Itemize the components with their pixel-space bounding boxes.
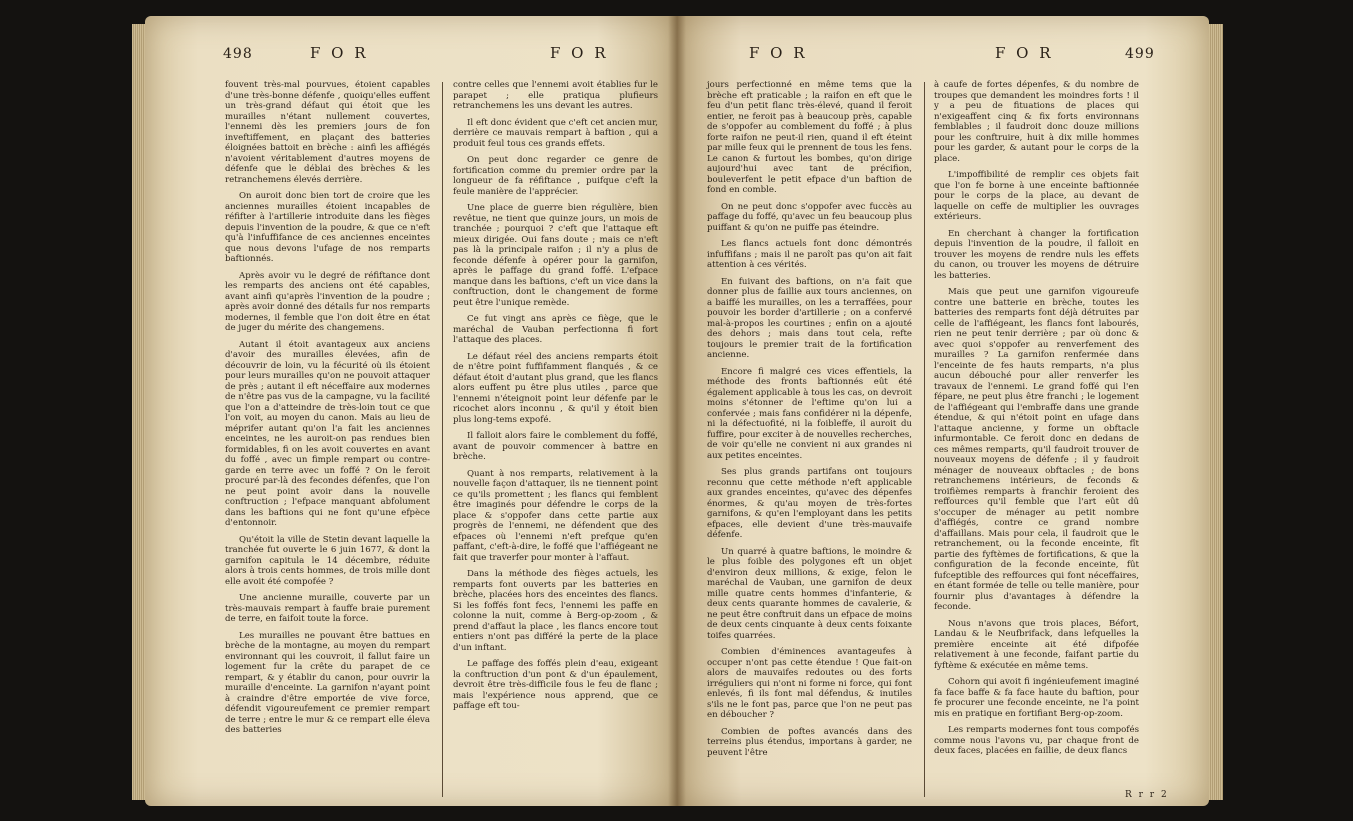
- paragraph: Une ancienne muraille, couverte par un très-mauvais rempart à fauffe braie purement de terre, en faifoit toute la force.: [225, 593, 430, 624]
- paragraph: Dans la méthode des fièges actuels, les remparts font ouverts par les batteries en brèche, placées hors des enceintes des flancs. Si les foffés font fecs, l'ennemi les paffe en colonne la nuit, comme à Berg-op-zoom , & prend d'affaut la place , les flancs encore tout entiers n'ont pas différé la perte de la place d'un inftant.: [453, 569, 658, 653]
- paragraph: Les murailles ne pouvant être battues en brèche de la montagne, au moyen du rempart environnant qui les couvroit, il fallut faire un logement fur la crête du parapet de ce rempart, & y établir du canon, pour ouvrir la muraille d'enceinte. La garnifon n'ayant point à craindre d'être emportée de vive force, défendit vigoureufement ce premier rempart de terre ; entre le mur & ce rempart elle éleva des batteries: [225, 630, 430, 735]
- paragraph: Les flancs actuels font donc démontrés infuffifans ; mais il ne paroît pas qu'on ait fait attention à ces vérités.: [707, 239, 912, 270]
- left-column-1: [225, 80, 430, 742]
- paragraph: Le paffage des foffés plein d'eau, exigeant la conftruction d'un pont & d'un épaulement, devroit être très-difficile fous le feu de flanc ; mais l'expérience nous apprend, que ce paffage eft tou-: [453, 659, 658, 711]
- paragraph: On ne peut donc s'oppofer avec fuccès au paffage du foffé, qu'avec un feu beaucoup plus puiffant & qu'on ne puiffe pas éteindre.: [707, 201, 912, 233]
- right-header-right: F O R: [995, 44, 1054, 62]
- paragraph: Combien de poftes avancés dans des terreins plus étendus, importans à garder, ne peuvent l'être: [707, 726, 912, 758]
- paragraph: à caufe de fortes dépenfes, & du nombre de troupes que demandent les moindres forts ! il y a peu de fituations de places qui n'exigeaffent cinq & fix forts environnans femblables ; il faudroit donc douze millions pour les conftruire, huit à dix mille hommes pour les garder, & autant pour le corps de la place.: [934, 80, 1139, 164]
- left-page-number: 498: [223, 46, 253, 62]
- paragraph: fouvent très-mal pourvues, étoient capables d'une très-bonne défenfe , quoiqu'elles euffent un très-grand défaut qui étoit que les murailles n'étant nullement couvertes, l'ennemi dès les premiers jours de fon inveftiffement, en plaçant des batteries éloignées battoit en brèche : ainfi les affiégés n'avoient véritablement d'autres moyens de défenfe que le déblai des brèches & les retranchemens élevés derrière.: [225, 80, 430, 185]
- right-column-2: [934, 80, 1139, 763]
- paragraph: En cherchant à changer la fortification depuis l'invention de la poudre, il falloit en trouver les moyens de rendre nuls les effets du canon, ou trouver les moyens de détruire les batteries.: [934, 228, 1139, 281]
- paragraph: Mais que peut une garnifon vigoureufe contre une batterie en brèche, toutes les batteries des remparts font déjà détruites par celle de l'affiégeant, les flancs font labourés, rien ne peut tenir derrière ; par où donc & avec quoi s'oppofer au renverfement des murailles ? La garnifon renfermée dans l'enceinte de fes hauts remparts, n'a plus aucun débouché pour aller renverfer les travaux de l'ennemi. Le grand foffé qui l'en fépare, ne peut plus être franchi ; le logement de l'affiégeant qui l'embraffe dans une grande étendue, & qui n'étoit point en ufage dans l'attaque ancienne, y forme un obftacle infurmontable. Ce feroit donc en dedans de ces mêmes remparts, qu'il faudroit trouver de nouveaux moyens de défenfe ; il y faudroit ménager de nouveaux obftacles ; de bons retranchemens intérieurs, de feconds & troifièmes remparts à franchir feroient des reffources qu'il femble que l'art eût dû s'occuper de ménager au petit nombre d'affiégés, contre ce grand nombre d'affaillans. Mais pour cela, il faudroit que le retranchement, ou la feconde enceinte, fît partie des fyftèmes de fortifications, & que la configuration de la feconde enceinte, fût fufceptible des reffources qui font néceffaires, en étant formée de telle ou telle manière, pour fournir plus d'avantages à défendre la feconde.: [934, 287, 1139, 612]
- paragraph: Il falloit alors faire le comblement du foffé, avant de pouvoir commencer à battre en brèche.: [453, 431, 658, 462]
- left-header-right: F O R: [550, 44, 609, 62]
- paragraph: Nous n'avons que trois places, Béfort, Landau & le Neufbrifack, dans lefquelles la première enceinte ait été difpofée relativement à une feconde, faifant partie du fyftème & exécutée en même tems.: [934, 618, 1139, 671]
- paragraph: L'impoffibilité de remplir ces objets fait que l'on fe borne à une enceinte baftionnée pour le corps de la place, au devant de laquelle on ceffe de multiplier les ouvrages extérieurs.: [934, 170, 1139, 222]
- paragraph: Après avoir vu le degré de réfiftance dont les remparts des anciens ont été capables, avant ainfi qu'après l'invention de la poudre ; après avoir donné des détails fur nos remparts modernes, il femble que l'on doit être en état de juger du mérite des changemens.: [225, 270, 430, 333]
- paragraph: Il eft donc évident que c'eft cet ancien mur, derrière ce mauvais rempart à baftion , qui a produit feul tous ces grands effets.: [453, 117, 658, 149]
- paragraph: Encore fi malgré ces vices effentiels, la méthode des fronts baftionnés eût été également applicable à tous les cas, on devroit moins s'étonner de l'eftime qu'on lui a confervée ; mais fans confidérer ni la dépenfe, ni la défectuofité, ni la foibleffe, il auroit du fuffire, pour exciter à de nouvelles recherches, de voir qu'elle ne convient ni aux grandes ni aux petites enceintes.: [707, 366, 912, 461]
- signature-mark: R r r 2: [1125, 790, 1169, 800]
- paragraph: Un quarré à quatre baftions, le moindre & le plus foible des polygones eft un objet d'environ deux millions, & exige, felon le maréchal de Vauban, une garnifon de deux mille quatre cents hommes d'infanterie, & deux cents quarante hommes de cavalerie, & ne peut être conftruit dans un efpace de moins de deux cents cinquante à deux cents foixante toifes quarrées.: [707, 546, 912, 641]
- right-header-left: F O R: [749, 44, 808, 62]
- paragraph: Ce fut vingt ans après ce fiège, que le maréchal de Vauban perfectionna fi fort l'attaque des places.: [453, 314, 658, 345]
- right-column-rule: [924, 82, 925, 797]
- paragraph: Les remparts modernes font tous compofés comme nous l'avons vu, par chaque front de deux faces, placées en faillie, de deux flancs: [934, 725, 1139, 756]
- left-page: [145, 16, 677, 806]
- paragraph: En fuivant des baftions, on n'a fait que donner plus de faillie aux tours anciennes, on a baiffé les murailles, on les a terraffées, pour pouvoir les border d'artillerie ; on a confervé mal-à-propos les courtines ; enfin on a ajouté des dehors ; mais dans tout cela, refte toujours le premier trait de la fortification ancienne.: [707, 276, 912, 360]
- paragraph: Le défaut réel des anciens remparts étoit de n'être point fuffifamment flanqués , & ce défaut étoit d'autant plus grand, que les flancs alors euffent pu être plus utiles , parce que l'ennemi n'éteignoit point leur défenfe par le ricochet alors inconnu , & qu'il y étoit bien plus long-tems expofé.: [453, 351, 658, 425]
- left-column-2: [453, 80, 658, 718]
- paragraph: Combien d'éminences avantageufes à occuper n'ont pas cette étendue ! Que fait-on alors de mauvaifes redoutes ou des forts irréguliers qui n'ont ni forme ni force, qui font enlevés, fi ils font mal défendus, & inutiles s'ils ne le font pas, parce que l'on ne peut pas en déboucher ?: [707, 647, 912, 720]
- paragraph: contre celles que l'ennemi avoit établies fur le parapet ; elle pratiqua plufieurs retranchemens les uns devant les autres.: [453, 80, 658, 111]
- paragraph: Qu'étoit la ville de Stetin devant laquelle la tranchée fut ouverte le 6 juin 1677, & dont la garnifon capitula le 14 décembre, réduite alors à trois cents hommes, de trois mille dont elle avoit été compofée ?: [225, 534, 430, 587]
- paragraph: Autant il étoit avantageux aux anciens d'avoir des murailles élevées, afin de découvrir de loin, vu la fécurité où ils étoient pour leurs murailles qu'on ne pouvoit attaquer de près ; autant il eft néceffaire aux modernes de n'être pas vus de la campagne, vu la facilité que l'on a d'atteindre de très-loin tout ce que l'on voit, au moyen du canon. Mais au lieu de méprifer autant qu'on l'a fait les anciennes enceintes, ne les auroit-on pas rendues bien formidables, fi on les avoit couvertes en avant du foffé , avec un fimple rempart ou contre-garde en terre avec un foffé ? On le feroit procuré par-là des fecondes défenfes, que l'on ne peut point avoir dans la nouvelle conftruction ; l'efpace manquant abfolument dans les baftions qui ne font qu'une efpèce d'entonnoir.: [225, 339, 430, 528]
- right-page-number: 499: [1125, 46, 1155, 62]
- paragraph: Une place de guerre bien régulière, bien revêtue, ne tient que quinze jours, un mois de tranchée ; pourquoi ? c'eft que l'attaque eft mieux dirigée. Oui fans doute ; mais ce n'eft pas là la principale raifon ; il n'y a plus de feconde défenfe à opérer pour la garnifon, après le paffage du grand foffé. L'efpace manque dans les baftions, c'eft un vice dans la conftruction, dont le changement de forme peut être l'unique remède.: [453, 203, 658, 308]
- paragraph: Ses plus grands partifans ont toujours reconnu que cette méthode n'eft applicable aux grandes enceintes, qu'avec des dépenfes énormes, & qu'au moyen de très-fortes garnifons, & qu'en l'employant dans les petits efpaces, elle devient d'une très-mauvaife défenfe.: [707, 467, 912, 540]
- paragraph: On peut donc regarder ce genre de fortification comme du premier ordre par la longueur de fa réfiftance , puifque c'eft la feule manière de l'apprécier.: [453, 155, 658, 197]
- left-header-left: F O R: [310, 44, 369, 62]
- right-page-edges: [1209, 24, 1223, 800]
- paragraph: On auroit donc bien tort de croire que les anciennes murailles étoient incapables de réfifter à l'artillerie introduite dans les fièges depuis l'invention de la poudre, & que ce n'eft qu'à l'infuffifance de ces anciennes enceintes que nous devons l'ufage de nos remparts baftionnés.: [225, 191, 430, 264]
- right-column-1: [707, 80, 912, 764]
- paragraph: jours perfectionné en même tems que la brèche eft praticable ; la raifon en eft que le feu d'un petit flanc très-élevé, quand il feroit entier, ne feroit pas à beaucoup près, capable de s'oppofer au comblement du foffé ; à plus forte raifon ne peut-il rien, quand il eft éteint par mille feux qui le prennent de tous les fens. Le canon & furtout les bombes, qu'on dirige aujourd'hui avec tant de précifion, bouleverfent le petit efpace d'un baftion de fond en comble.: [707, 80, 912, 195]
- left-column-rule: [442, 82, 443, 797]
- book-gutter: [668, 16, 686, 806]
- paragraph: Cohorn qui avoit fi ingénieufement imaginé fa face baffe & fa face haute du baftion, pour fe procurer une feconde enceinte, ne l'a point mis en pratique en fortifiant Berg-op-zoom.: [934, 677, 1139, 719]
- right-page: [677, 16, 1209, 806]
- left-page-edges: [132, 24, 146, 800]
- paragraph: Quant à nos remparts, relativement à la nouvelle façon d'attaquer, ils ne tiennent point ce qu'ils promettent ; les flancs qui femblent être imaginés pour défendre le corps de la place & s'oppofer dans cette partie aux progrès de l'ennemi, ne défendent que des efpaces où l'ennemi n'eft prefque qu'en paffant, c'eft-à-dire, le foffé que l'affiégeant ne fait que traverfer pour monter à l'affaut.: [453, 468, 658, 563]
